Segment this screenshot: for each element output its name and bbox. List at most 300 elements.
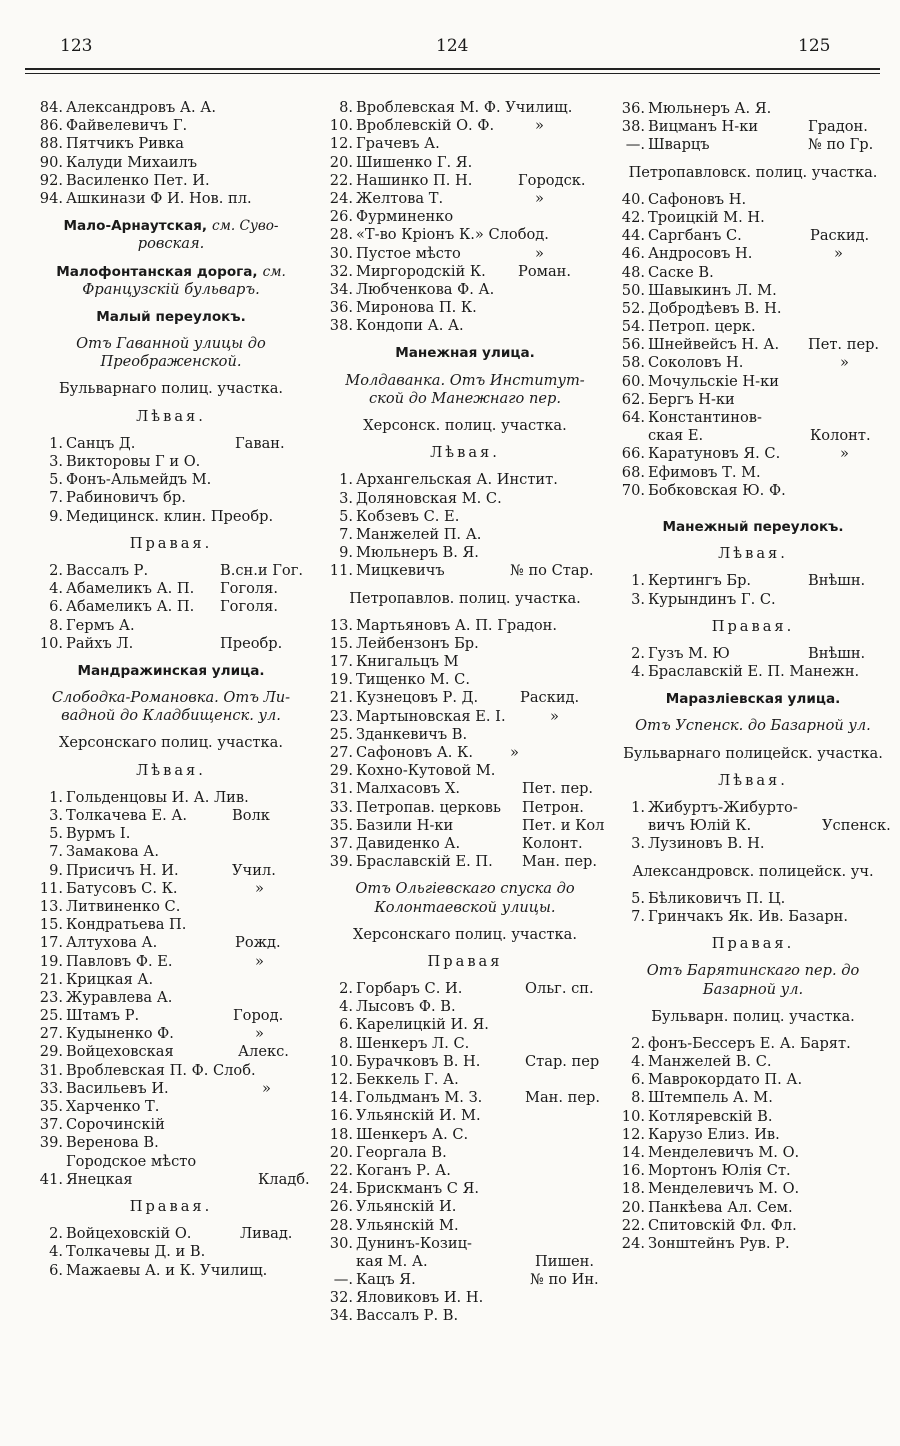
spacer — [30, 326, 312, 335]
corner-street: В.сн.и Гог. — [220, 561, 304, 579]
resident-name: Давиденко А. — [356, 834, 461, 852]
directory-entry — [320, 245, 610, 263]
resident-name: Алтухова А. — [66, 934, 158, 952]
resident-name: Вицманъ Н-ки — [648, 118, 759, 136]
house-number: 14. — [329, 1089, 353, 1107]
directory-entry — [320, 1053, 610, 1071]
corner-street: Ольг. сп. — [525, 980, 594, 998]
directory-entry — [320, 998, 610, 1016]
directory-entry — [320, 1144, 610, 1162]
resident-name: Брискманъ С Я. — [356, 1180, 480, 1198]
route-description: Слободка-Романовка. Отъ Ли- — [51, 689, 291, 707]
resident-name: Тищенко М. С. — [356, 671, 470, 689]
resident-name: Санцъ Д. — [66, 434, 136, 452]
resident-name: Вроблевская М. Ф. Училищ. — [356, 99, 573, 116]
corner-street: Учил. — [232, 861, 276, 879]
directory-entry — [320, 1271, 610, 1289]
resident-name: Бобковская Ю. Ф. — [648, 481, 786, 499]
corner-street: Пишен. — [535, 1252, 595, 1270]
resident-name: Курындинъ Г. С. — [648, 590, 776, 608]
police-district: Александровск. полицейск. уч. — [632, 862, 874, 880]
directory-entry — [30, 1098, 312, 1116]
resident-name: Мартыновская Е. I. — [356, 707, 506, 725]
corner-street: » — [840, 445, 849, 463]
corner-street: Город. — [233, 1007, 284, 1025]
resident-name: Мюльнеръ А. Я. — [648, 100, 772, 117]
directory-entry — [612, 663, 894, 681]
resident-name: Лысовъ Ф. В. — [356, 998, 456, 1016]
directory-entry — [30, 825, 312, 843]
directory-entry — [320, 1198, 610, 1216]
directory-entry — [30, 1153, 312, 1171]
directory-entry — [30, 934, 312, 952]
house-number: 46. — [621, 245, 645, 263]
spacer — [612, 881, 894, 890]
directory-entry — [320, 708, 610, 726]
resident-name: Ульянскій И. М. — [356, 1107, 481, 1125]
resident-name: Грачевъ А. — [356, 135, 440, 153]
police-district: Херсонскаго полиц. участка. — [353, 925, 577, 943]
corner-street: » — [840, 354, 849, 372]
route-description: Базарной ул. — [702, 980, 804, 998]
spacer — [612, 763, 894, 772]
street-heading — [30, 217, 312, 235]
directory-entry — [320, 799, 610, 817]
resident-name: ская Е. — [648, 427, 704, 445]
house-number: 21. — [329, 689, 353, 707]
directory-entry — [320, 172, 610, 190]
resident-name: Архангельская А. Инстит. — [356, 471, 558, 489]
resident-name: Бѣликовичъ П. Ц. — [648, 889, 786, 907]
house-number: 9. — [49, 861, 63, 879]
directory-entry — [320, 653, 610, 671]
corner-street: Гоголя. — [220, 598, 278, 616]
resident-name: Зданкевичъ В. — [356, 725, 468, 743]
directory-entry — [30, 1243, 312, 1261]
corner-street: Гаван. — [235, 434, 285, 452]
spacer — [30, 553, 312, 562]
directory-entry — [30, 435, 312, 453]
street-heading — [30, 308, 312, 326]
column-right — [612, 100, 894, 1253]
house-number: 5. — [339, 507, 353, 525]
resident-name: Манжелей П. А. — [356, 525, 482, 543]
directory-entry — [612, 799, 894, 817]
resident-name: Кобзевъ С. Е. — [356, 507, 460, 525]
house-number: 8. — [339, 1034, 353, 1052]
street-name: Маразлiевская улица. — [665, 691, 841, 708]
directory-entry — [30, 508, 312, 526]
house-number: 36. — [329, 299, 353, 317]
house-number: 38. — [329, 317, 353, 335]
resident-name: Веренова В. — [66, 1134, 159, 1152]
spacer — [30, 426, 312, 435]
house-number: 22. — [621, 1216, 645, 1234]
directory-entry — [612, 908, 894, 926]
resident-name: Пятчикъ Ривка — [66, 135, 185, 153]
directory-entry — [320, 263, 610, 281]
street-side-label: Правая. — [711, 617, 795, 635]
house-number: 30. — [329, 244, 353, 262]
house-number: 4. — [631, 663, 645, 681]
spacer — [320, 462, 610, 471]
resident-name: Файвелевичъ Г. — [66, 117, 188, 135]
house-number: 26. — [329, 1198, 353, 1216]
route-description: Отъ Гаванной улицы до — [76, 335, 266, 353]
house-number: 35. — [39, 1098, 63, 1115]
house-number: 9. — [49, 507, 63, 525]
spacer — [320, 335, 610, 344]
resident-name: Калуди Михаилъ — [66, 153, 198, 171]
corner-street: Ман. пер. — [525, 1089, 600, 1107]
directory-entry — [30, 1225, 312, 1243]
corner-street: » — [262, 1079, 271, 1097]
directory-entry — [320, 1107, 610, 1125]
house-number: 8. — [339, 99, 353, 116]
resident-name: Каратуновъ Я. С. — [648, 445, 781, 463]
street-heading — [30, 263, 312, 281]
house-number: 60. — [621, 372, 645, 390]
directory-entry — [612, 409, 894, 427]
directory-entry — [320, 671, 610, 689]
page-number-right: 125 — [798, 36, 831, 56]
house-number: 37. — [329, 834, 353, 852]
route-description: Французскій бульваръ. — [82, 280, 260, 298]
directory-entry — [612, 391, 894, 409]
house-number: 5. — [49, 825, 63, 843]
spacer — [30, 371, 312, 380]
directory-entry — [30, 562, 312, 580]
resident-name: Гольдманъ М. З. — [356, 1089, 483, 1107]
corner-street: Ман. пер. — [522, 853, 597, 871]
directory-entry — [612, 645, 894, 663]
spacer — [320, 917, 610, 926]
house-number: 32. — [329, 262, 353, 280]
directory-entry — [612, 100, 894, 118]
house-number: 23. — [329, 707, 353, 725]
directory-entry — [612, 572, 894, 590]
house-number: 21. — [39, 970, 63, 988]
spacer — [612, 500, 894, 509]
directory-entry — [30, 598, 312, 616]
spacer — [612, 563, 894, 572]
resident-name: Рабиновичъ бр. — [66, 489, 186, 507]
house-number: 34. — [329, 280, 353, 298]
resident-name: Ашкинази Ф И. Нов. пл. — [66, 189, 252, 207]
resident-name: Саске В. — [648, 263, 714, 281]
directory-entry — [30, 1262, 312, 1280]
directory-entry — [30, 135, 312, 153]
resident-name: Коганъ Р. А. — [356, 1161, 451, 1179]
house-number: 19. — [329, 671, 353, 689]
resident-name: Панкѣева Ал. Сем. — [648, 1198, 793, 1216]
corner-street: » — [510, 744, 519, 761]
house-number: 70. — [621, 481, 645, 499]
spacer — [612, 790, 894, 799]
resident-name: Желтова Т. — [356, 189, 444, 207]
resident-name: Лузиновъ В. Н. — [648, 835, 765, 853]
resident-name: Кондратьева П. — [66, 916, 187, 934]
house-number: 31. — [39, 1061, 63, 1079]
header-rule-thin — [25, 73, 880, 74]
directory-entry — [30, 580, 312, 598]
directory-entry — [320, 154, 610, 172]
directory-entry — [612, 300, 894, 318]
resident-name: Мицкевичъ — [356, 562, 445, 580]
house-number: 1. — [49, 788, 63, 806]
directory-entry — [320, 299, 610, 317]
street-side-label: Правая — [427, 952, 503, 970]
resident-name: Кудыненко Ф. — [66, 1025, 174, 1043]
house-number: 26. — [329, 208, 353, 226]
spacer — [30, 208, 312, 217]
directory-entry — [30, 617, 312, 635]
house-number: 6. — [49, 1261, 63, 1279]
street-side-label: Правая. — [711, 935, 795, 953]
resident-name: Спитовскій Фл. Фл. — [648, 1216, 797, 1234]
cross-reference: см. — [262, 263, 286, 280]
house-number: 94. — [39, 189, 63, 207]
directory-entry — [30, 789, 312, 807]
house-number: 39. — [39, 1134, 63, 1152]
street-name: Манежная улица. — [395, 345, 535, 362]
directory-entry — [320, 1289, 610, 1307]
directory-entry — [612, 373, 894, 391]
house-number: 28. — [329, 1216, 353, 1234]
directory-entry — [320, 208, 610, 226]
resident-name: Доляновская М. С. — [356, 489, 502, 507]
resident-name: Шенкеръ Л. С. — [356, 1034, 470, 1052]
corner-street: Раскид. — [520, 689, 580, 707]
page-header — [0, 28, 900, 68]
resident-name: Мюльнеръ В. Я. — [356, 544, 479, 562]
directory-entry — [320, 99, 610, 117]
directory-entry — [320, 317, 610, 335]
resident-name: Сафоновъ Н. — [648, 190, 747, 208]
directory-entry — [320, 471, 610, 489]
police-district: Петропавлов. полиц. участка. — [349, 589, 581, 607]
house-number: 34. — [329, 1307, 353, 1325]
corner-street: » — [535, 117, 544, 135]
house-number: 42. — [621, 208, 645, 226]
directory-entry — [320, 617, 610, 635]
house-number: 24. — [621, 1234, 645, 1252]
corner-street: Петрон. — [522, 798, 584, 816]
house-number: 7. — [49, 489, 63, 507]
house-number: 50. — [621, 281, 645, 299]
house-number: 38. — [621, 118, 645, 136]
corner-street: Кладб. — [258, 1170, 310, 1188]
house-number: 2. — [49, 1225, 63, 1243]
house-number: 9. — [339, 544, 353, 562]
corner-street: Раскид. — [810, 227, 870, 245]
corner-street: Волк — [232, 807, 270, 824]
corner-street: Рожд. — [235, 934, 281, 952]
directory-entry — [30, 880, 312, 898]
spacer — [612, 609, 894, 618]
spacer — [612, 636, 894, 645]
directory-entry — [612, 264, 894, 282]
house-number: 13. — [329, 616, 353, 634]
resident-name: Бергъ Н-ки — [648, 390, 735, 408]
house-number: 12. — [329, 135, 353, 153]
corner-street: Алекс. — [238, 1043, 289, 1061]
resident-name: Литвиненко С. — [66, 897, 181, 915]
header-rule — [25, 68, 880, 70]
spacer — [30, 680, 312, 689]
directory-entry — [30, 1134, 312, 1152]
directory-entry — [612, 591, 894, 609]
resident-name: Гермъ А. — [66, 616, 135, 634]
spacer — [612, 926, 894, 935]
spacer — [612, 155, 894, 164]
spacer — [320, 871, 610, 880]
house-number: 4. — [339, 998, 353, 1016]
spacer — [30, 254, 312, 263]
resident-name: Васильевъ И. — [66, 1079, 169, 1097]
corner-street: Роман. — [518, 262, 572, 280]
house-number: 2. — [631, 1034, 645, 1052]
house-number: 12. — [329, 1071, 353, 1088]
resident-name: Шнейвейсъ Н. А. — [648, 336, 780, 354]
house-number: 64. — [621, 409, 645, 426]
house-number: 3. — [631, 835, 645, 853]
resident-name: вичъ Юлій К. — [648, 817, 752, 835]
directory-entry — [320, 544, 610, 562]
resident-name: Кертингъ Бр. — [648, 572, 752, 590]
house-number: 10. — [329, 117, 353, 135]
directory-entry — [320, 835, 610, 853]
resident-name: Журавлева А. — [66, 988, 173, 1006]
house-number: —. — [625, 136, 645, 154]
corner-street: Успенск. — [822, 817, 891, 835]
directory-entry — [612, 464, 894, 482]
spacer — [30, 1189, 312, 1198]
directory-entry — [612, 245, 894, 263]
directory-entry — [30, 453, 312, 471]
resident-name: Присичъ Н. И. — [66, 861, 179, 879]
directory-entry — [320, 1180, 610, 1198]
resident-name: Толкачевы Д. и В. — [66, 1243, 206, 1261]
directory-entry — [612, 1217, 894, 1235]
corner-street: Стар. пер — [525, 1052, 600, 1070]
directory-entry — [30, 1007, 312, 1025]
house-number: 10. — [621, 1107, 645, 1125]
street-side-label: Лѣвая. — [718, 771, 788, 789]
resident-name: Штамъ Р. — [66, 1007, 140, 1025]
resident-name: Зонштейнъ Рув. Р. — [648, 1234, 790, 1252]
house-number: 18. — [621, 1180, 645, 1198]
directory-entry — [30, 172, 312, 190]
house-number: 25. — [39, 1007, 63, 1025]
directory-entry — [612, 336, 894, 354]
directory-entry — [320, 635, 610, 653]
resident-name: Крицкая А. — [66, 970, 154, 988]
page-number-left: 123 — [60, 36, 93, 56]
route-description: ской до Манежнаго пер. — [369, 389, 561, 407]
house-number: 20. — [329, 1143, 353, 1161]
resident-name: Гринчакъ Як. Ив. Базарн. — [648, 907, 849, 925]
resident-name: Карелицкій И. Я. — [356, 1016, 489, 1034]
house-number: 11. — [39, 879, 63, 897]
resident-name: Александровъ А. А. — [66, 99, 216, 116]
directory-entry — [612, 1071, 894, 1089]
street-side-label: Правая. — [129, 534, 213, 552]
house-number: 16. — [621, 1162, 645, 1180]
house-number: 90. — [39, 153, 63, 171]
resident-name: Шавыкинъ Л. М. — [648, 281, 777, 299]
street-side-label: Правая. — [129, 1197, 213, 1215]
resident-name: Менделевичъ М. О. — [648, 1144, 800, 1161]
house-number: 1. — [631, 799, 645, 816]
house-number: 16. — [329, 1107, 353, 1125]
house-number: 5. — [631, 889, 645, 907]
directory-entry — [320, 1307, 610, 1325]
route-description: Преображенской. — [100, 353, 242, 371]
house-number: 27. — [329, 744, 353, 761]
house-number: 48. — [621, 263, 645, 281]
directory-entry — [612, 1053, 894, 1071]
column-left — [30, 99, 312, 1280]
house-number: 29. — [329, 762, 353, 780]
corner-street: Градон. — [808, 118, 868, 136]
directory-entry — [30, 971, 312, 989]
route-description: Отъ Барятинскаго пер. до — [646, 962, 860, 980]
resident-name: Нашинко П. Н. — [356, 171, 473, 189]
resident-name: Вроблевскій О. Ф. — [356, 117, 495, 135]
resident-name: Вассалъ Р. В. — [356, 1307, 459, 1325]
resident-name: Вассалъ Р. — [66, 561, 149, 579]
resident-name: Дунинъ-Козиц- — [356, 1234, 472, 1252]
directory-entry — [612, 354, 894, 372]
police-district: Херсонскаго полиц. участка. — [59, 734, 283, 752]
house-number: 44. — [621, 227, 645, 245]
spacer — [612, 736, 894, 745]
resident-name: Карузо Елиз. Ив. — [648, 1125, 780, 1143]
resident-name: Кондопи А. А. — [356, 317, 464, 335]
resident-name: Войцеховскій О. — [66, 1225, 192, 1243]
resident-name: Саргбанъ С. — [648, 227, 742, 245]
resident-name: «Т-во Крiонъ К.» Слобод. — [356, 226, 549, 244]
resident-name: Медицинск. клин. Преобр. — [66, 507, 274, 525]
corner-street: » — [255, 879, 264, 897]
directory-entry — [320, 1235, 610, 1253]
house-number: 3. — [631, 590, 645, 608]
house-number: 1. — [631, 572, 645, 590]
resident-name: Янецкая — [66, 1170, 133, 1188]
directory-entry — [612, 835, 894, 853]
resident-name: Викторовы Г и О. — [66, 453, 201, 470]
directory-entry — [30, 154, 312, 172]
street-heading — [30, 662, 312, 680]
house-number: 3. — [49, 453, 63, 470]
street-name: Мало-Арнаутская, — [63, 218, 208, 235]
corner-street: Пет. и Кол — [522, 816, 605, 834]
house-number: 7. — [631, 907, 645, 925]
spacer — [612, 708, 894, 717]
directory-entry — [30, 471, 312, 489]
corner-street: Пет. пер. — [522, 780, 594, 798]
resident-name: Ульянскій И. — [356, 1198, 457, 1216]
directory-entry — [320, 1071, 610, 1089]
spacer — [612, 999, 894, 1008]
house-number: 5. — [49, 471, 63, 489]
house-number: 6. — [49, 598, 63, 616]
house-number: 14. — [621, 1144, 645, 1161]
directory-entry — [612, 118, 894, 136]
house-number: 4. — [631, 1053, 645, 1071]
house-number: 22. — [329, 171, 353, 189]
